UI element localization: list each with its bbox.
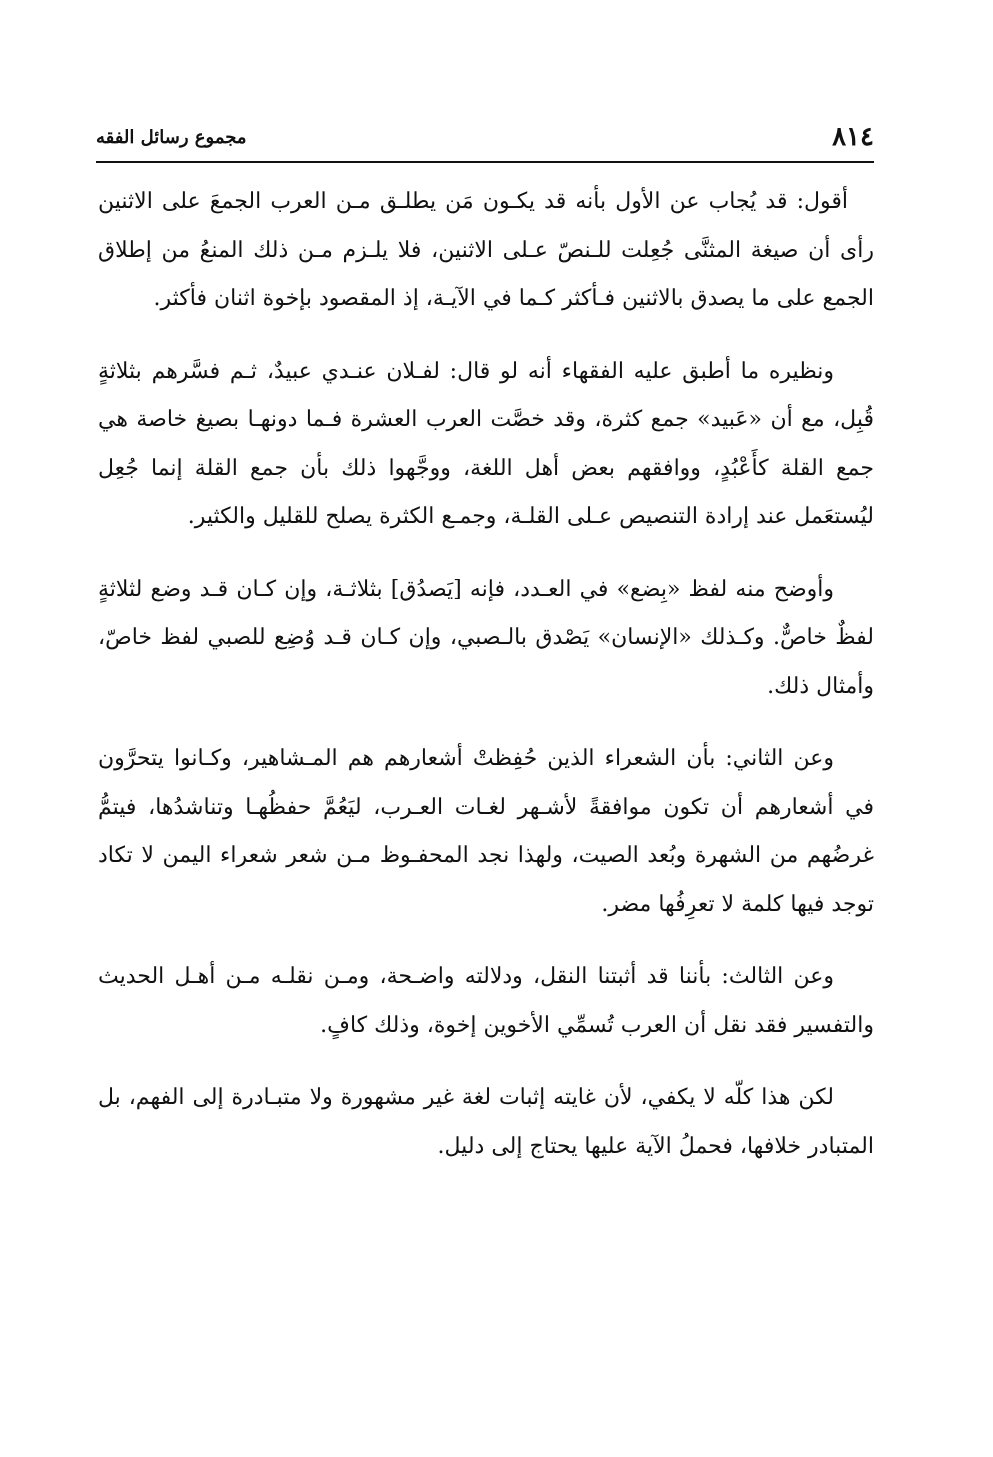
page-header: [96, 120, 874, 160]
paragraph-first-answer: أقول: قد يُجاب عن الأول بأنه قد يكـون مَن يطلـق مـن العرب الجمعَ على الاثنين رأى أن صيغة المثنَّى جُعِلت للـنصّ عـلى الاثنين، فلا يلـزم مـن ذلك المنعُ من إطلاق الجمع على ما يصدق بالاثنين فـأكثر كـما في الآيـة، إذ المقصود بإخوة اثنان فأكثر.: [98, 189, 874, 311]
header-divider: [96, 161, 874, 163]
paragraph-second-answer: وعن الثاني: بأن الشعراء الذين حُفِظتْ أشعارهم هم المـشاهير، وكـانوا يتحرَّون في أشعارهم أن تكون موافقةً لأشـهر لغـات العـرب، ليَعُمَّ حفظُهـا وتناشدُها، فيتمُّ غرضُهم من الشهرة وبُعد الصيت، ولهذا نجد المحفـوظ مـن شعر شعراء اليمن لا تكاد توجد فيها كلمة لا تعرِفُها مضر.: [98, 746, 874, 917]
page-number: ٨١٤: [832, 122, 874, 152]
page-body: [98, 178, 874, 1195]
paragraph-bid-example: وأوضح منه لفظ «بِضع» في العـدد، فإنه [يَصدُق] بثلاثـة، وإن كـان قـد وضع لثلاثةٍ لفظٌ خاصٌّ. وكـذلك «الإنسان» يَصْدق بالـصبي، وإن كـان قـد وُضِع للصبي لفظ خاصّ، وأمثال ذلك.: [98, 576, 874, 699]
paragraph-third-answer: وعن الثالث: بأننا قد أثبتنا النقل، ودلالته واضـحة، ومـن نقلـه مـن أهـل الحديث والتفسير فقد نقل أن العرب تُسمِّي الأخوين إخوة، وذلك كافٍ.: [98, 964, 874, 1038]
book-title: مجموع رسائل الفقه: [96, 127, 247, 148]
paragraph-analogy: ونظيره ما أطبق عليه الفقهاء أنه لو قال: لفـلان عنـدي عبيدٌ، ثـم فسَّرهم بثلاثةٍ قُبِل، مع أن «عَبيد» جمع كثرة، وقد خصَّت العرب العشرة فـما دونهـا بصيغ خاصة هي جمع القلة كأَعْبُدٍ، ووافقهم بعض أهل اللغة، ووجَّهوا ذلك بأن جمع القلة إنما جُعِل ليُستعَمل عند إرادة التنصيص عـلى القلـة، وجمـع الكثرة يصلح للقليل والكثير.: [98, 358, 874, 529]
paragraph-conclusion: لكن هذا كلّه لا يكفي، لأن غايته إثبات لغة غير مشهورة ولا متبـادرة إلى الفهم، بل المتبادر خلافها، فحملُ الآية عليها يحتاج إلى دليل.: [98, 1085, 874, 1159]
